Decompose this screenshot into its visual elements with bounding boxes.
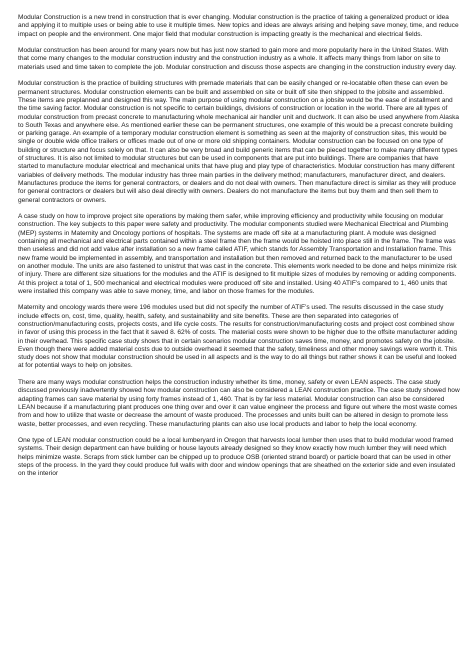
paragraph-results: Maternity and oncology wards there were 196 modules used but did not specify the number of ATIF’s used. The results discussed in the case study include effects on, cost, time, quality, health, safety, and sustainability and site benefits. These are then separated into categories of construction/manufacturing costs, projects costs, and life cycle costs. The results for construction/manufacturing costs and project cost combined show in favor of using this process in the fact that it saved 8. 62% of costs. The material costs were shown to be higher due to the offsite manufacturer adding in their overhead. This specific case study shows that in certain scenarios modular construction saves time, money, and promotes safety on the jobsite. Even though there were added material costs due to outside overhead it seemed that the safety, timeliness and other money savings were worth it. This study does not show that modular construction should be used in all aspects and is the way to do all things but rather shows it can be useful and looked at for potential ways to help on jobsites. — [18, 304, 458, 370]
paragraph-lean: There are many ways modular construction helps the construction industry whether its time, money, safety or even LEAN aspects. The case study discussed previously inadvertently showed how modular construction can also be considered a LEAN construction practice. The case study showed how adapting frames can save material by using forty frames instead of 1, 460. That is by far less material. Modular construction can also be considered LEAN because if a manufacturing plant produces one thing over and over it can value engineer the process and figure out where the most waste comes from and how to utilize that waste or decrease the amount of waste produced. The processes and units built can be altered in design to promote less waste, better processes, and even recycling. These manufacturing plants can also use local products and labor to help the local economy. — [18, 379, 460, 428]
paragraph-history: Modular construction has been around for many years now but has just now started to gain more and more popularity here in the United States. With that come many changes to the modular construction industry and the construction industry as a whole. It affects many things from labor on site to materials used and time taken to complete the job. Modular construction and discuss those aspects are changing in the construction industry every day. — [18, 47, 457, 71]
document-page — [18, 14, 460, 487]
paragraph-lumberyard: One type of LEAN modular construction could be a local lumberyard in Oregon that harvests local lumber then uses that to build modular wood framed systems. Their design department can have building or house layouts already designed so they know exactly how much lumber they will need which helps minimize waste. Scraps from stick lumber can be chipped up to produce OSB (oriented strand board) or particle board that can be used in other steps of the process. In the yard they could produce full walls with door and window openings that are sheathed on the exterior side and even insulated on the interior — [18, 437, 456, 478]
paragraph-case-study: A case study on how to improve project site operations by making them safer, while improving efficiency and productivity while focusing on modular construction. The key subjects to this paper were safety and productivity. The modular components studied were Mechanical Electrical and Plumbing (MEP) systems in Maternity and Oncology portions of hospitals. The systems are made off site at a manufacturing plant. A module was designed containing all mechanical and electrical parts contained within a steel frame then the frame would be hoisted into place still in the frame. The frame was then useless and did not add value after installation so a new frame called ATIF, which stands for Assembly Transportation and Installation frame. This new frame would be implemented in assembly, and transportation and installation but then removed and returned back to the manufacturer to be used on another module. The units are also fastened to unistrut that was cast in the concrete. This elements work needed to be done and helps minimize risk of injury. There are different size situations for the modules and the ATIF is designed to fit multiple sizes of modules by removing or adding components. At this project a total of 1, 500 mechanical and electrical modules were produced off site and installed. Using 40 ATIF’s compared to 1, 460 units that were installed this company was able to save money, time, and labor on those frames for the modules. — [18, 213, 457, 295]
paragraph-intro: Modular Construction is a new trend in construction that is ever changing. Modular construction is the practice of taking a generalized product or idea and applying it to multiple uses or being able to use it multiple times. New topics and ideas are always arising and helping save money, time, and reduce impact on people and the environment. One major field that modular construction is impacting greatly is the mechanical and electrical fields. — [18, 14, 459, 38]
paragraph-definition: Modular construction is the practice of building structures with premade materials that can be easily changed or re-locatable often these can even be permanent structures. Modular construction elements can be built and assembled on site or built off site then shipped to the jobsite and assembled. These items are preplanned and designed this way. The main purpose of using modular construction on a jobsite would be the ease of installment and the time saving factor. Modular construction is not specific to certain buildings, divisions of construction or location in the world. There are all types of modular construction from precast concrete to manufacturing whole mechanical air handler unit and ductwork. It can also be used anywhere from Alaska to South Texas and anywhere else. As mentioned earlier these can be permanent structures, one example of this would be a precast concrete building or parking garage. An example of a temporary modular construction element is something as seen at the majority of construction sites, this would be single or double wide office trailers or offices made out of one or more old shipping containers. Modular construction can be focused on one type of building or structure and focus solely on that. It can also be very broad and build generic items that can be pieced together to make many different types of structures. It is also not limited to modular structures but can be used in components that are put into buildings. There are companies that have started to manufacture modular electrical and mechanical units that have plug and play type of characteristics. Modular construction has many different variables of delivery methods. The modular industry has three main parties in the delivery method; manufacturers, manufacturer direct, and dealers. Manufactures produce the items for general contractors, or dealers and do not deal with owners. Then manufacture direct is similar as they will produce for general contractors or dealers but will also deal directly with owners. Dealers do not manufacture the items but buy them and then sell them to general contractors or owners. — [18, 80, 460, 204]
